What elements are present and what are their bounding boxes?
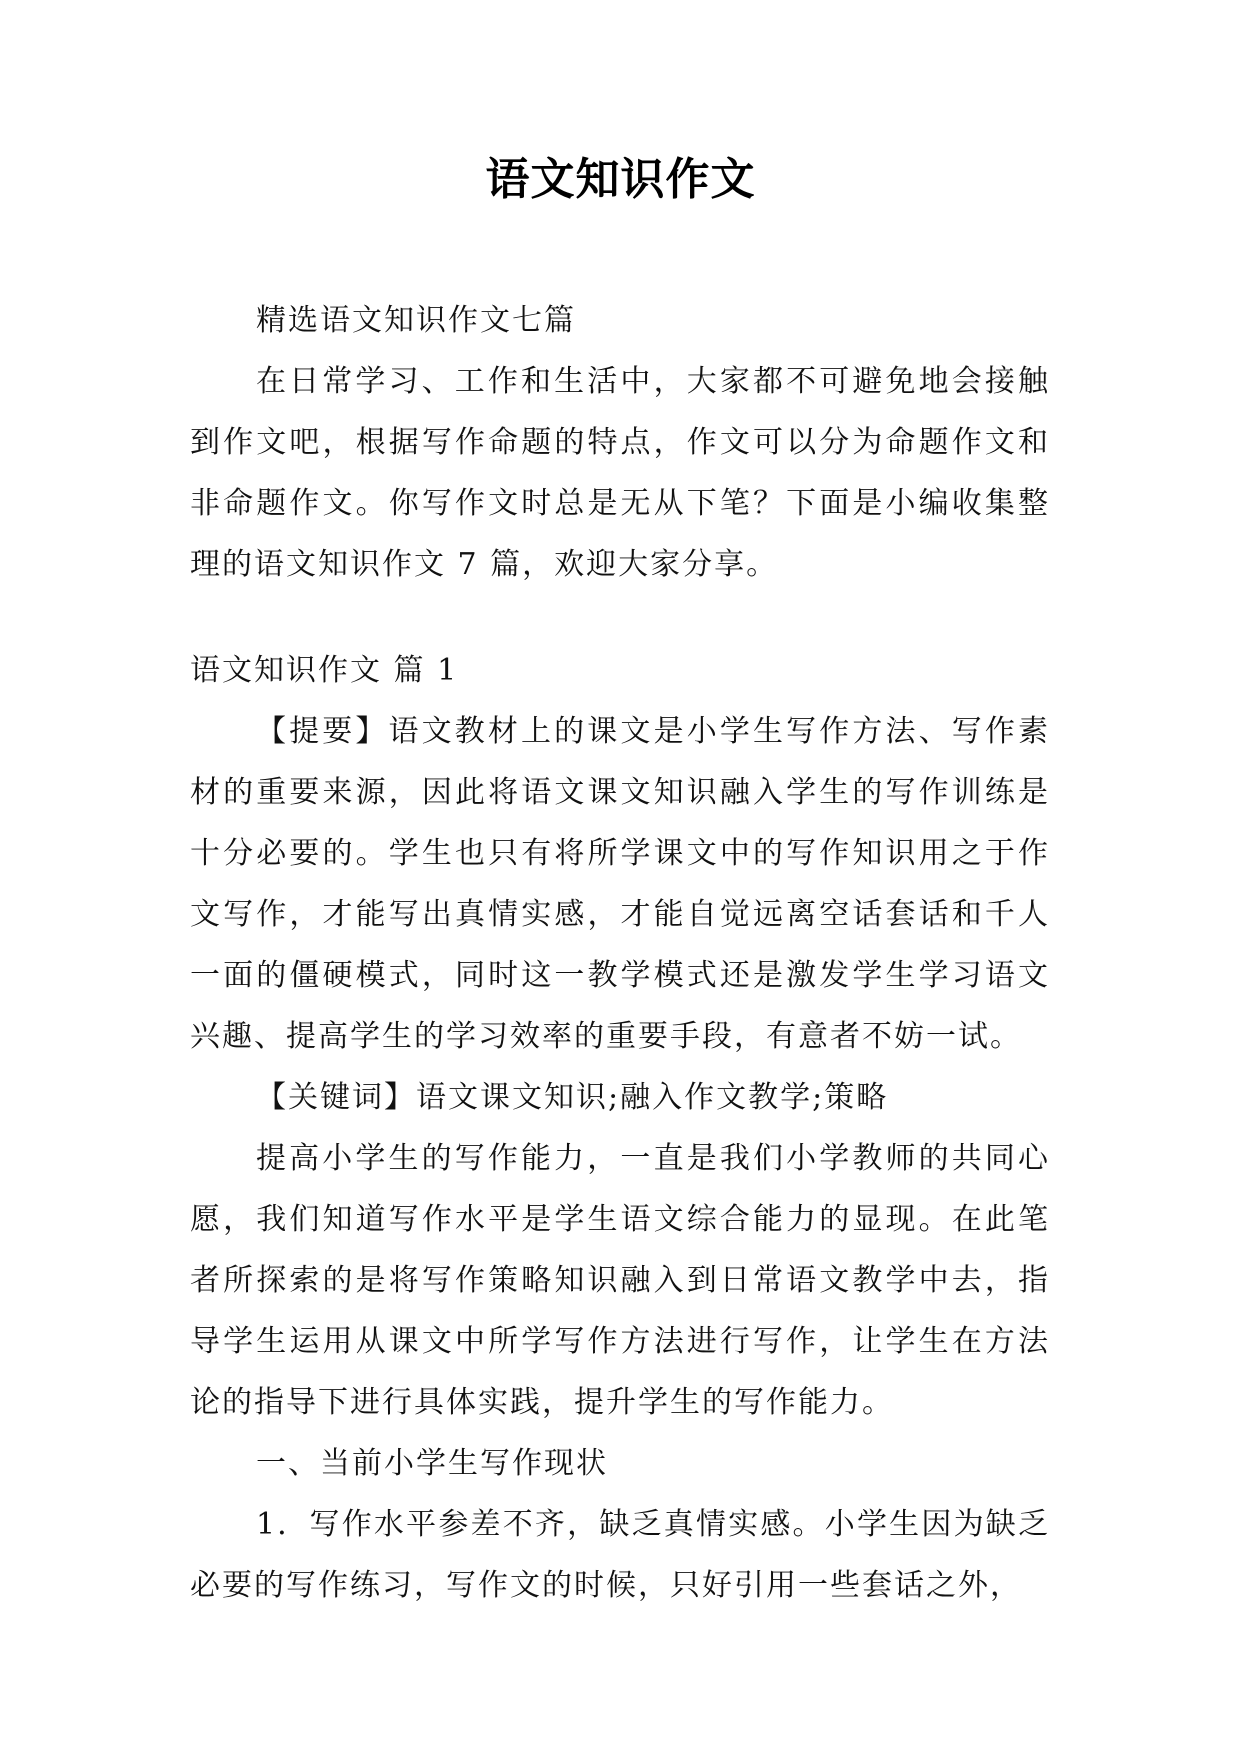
section-heading: 语文知识作文 篇 1 [190, 653, 459, 688]
section-subheading: 一、当前小学生写作现状 [256, 1446, 608, 1481]
body-paragraph: 提高小学生的写作能力，一直是我们小学教师的共同心愿，我们知道写作水平是学生语文综合能力的显现。在此笔者所探索的是将写作策略知识融入到日常语文教学中去，指导学生运用从课文中所学写作方法进行写作，让学生在方法论的指导下进行具体实践，提升学生的写作能力。 [190, 1141, 1050, 1420]
intro-paragraph: 在日常学习、工作和生活中，大家都不可避免地会接触到作文吧，根据写作命题的特点，作文可以分为命题作文和非命题作文。你写作文时总是无从下笔？下面是小编收集整理的语文知识作文 7 篇，欢迎大家分享。 [190, 364, 1050, 582]
document-subtitle: 精选语文知识作文七篇 [256, 303, 576, 338]
document-body [190, 290, 1050, 1616]
keywords-paragraph: 【关键词】语文课文知识;融入作文教学;策略 [256, 1080, 889, 1115]
section-gap [190, 595, 1050, 640]
document-title: 语文知识作文 [485, 154, 756, 205]
body-paragraph: 1．写作水平参差不齐，缺乏真情实感。小学生因为缺乏必要的写作练习，写作文的时候，只好引用一些套话之外， [190, 1507, 1050, 1603]
abstract-paragraph: 【提要】语文教材上的课文是小学生写作方法、写作素材的重要来源，因此将语文课文知识融入学生的写作训练是十分必要的。学生也只有将所学课文中的写作知识用之于作文写作，才能写出真情实感，才能自觉远离空话套话和千人一面的僵硬模式，同时这一教学模式还是激发学生学习语文兴趣、提高学生的学习效率的重要手段，有意者不妨一试。 [190, 714, 1050, 1054]
